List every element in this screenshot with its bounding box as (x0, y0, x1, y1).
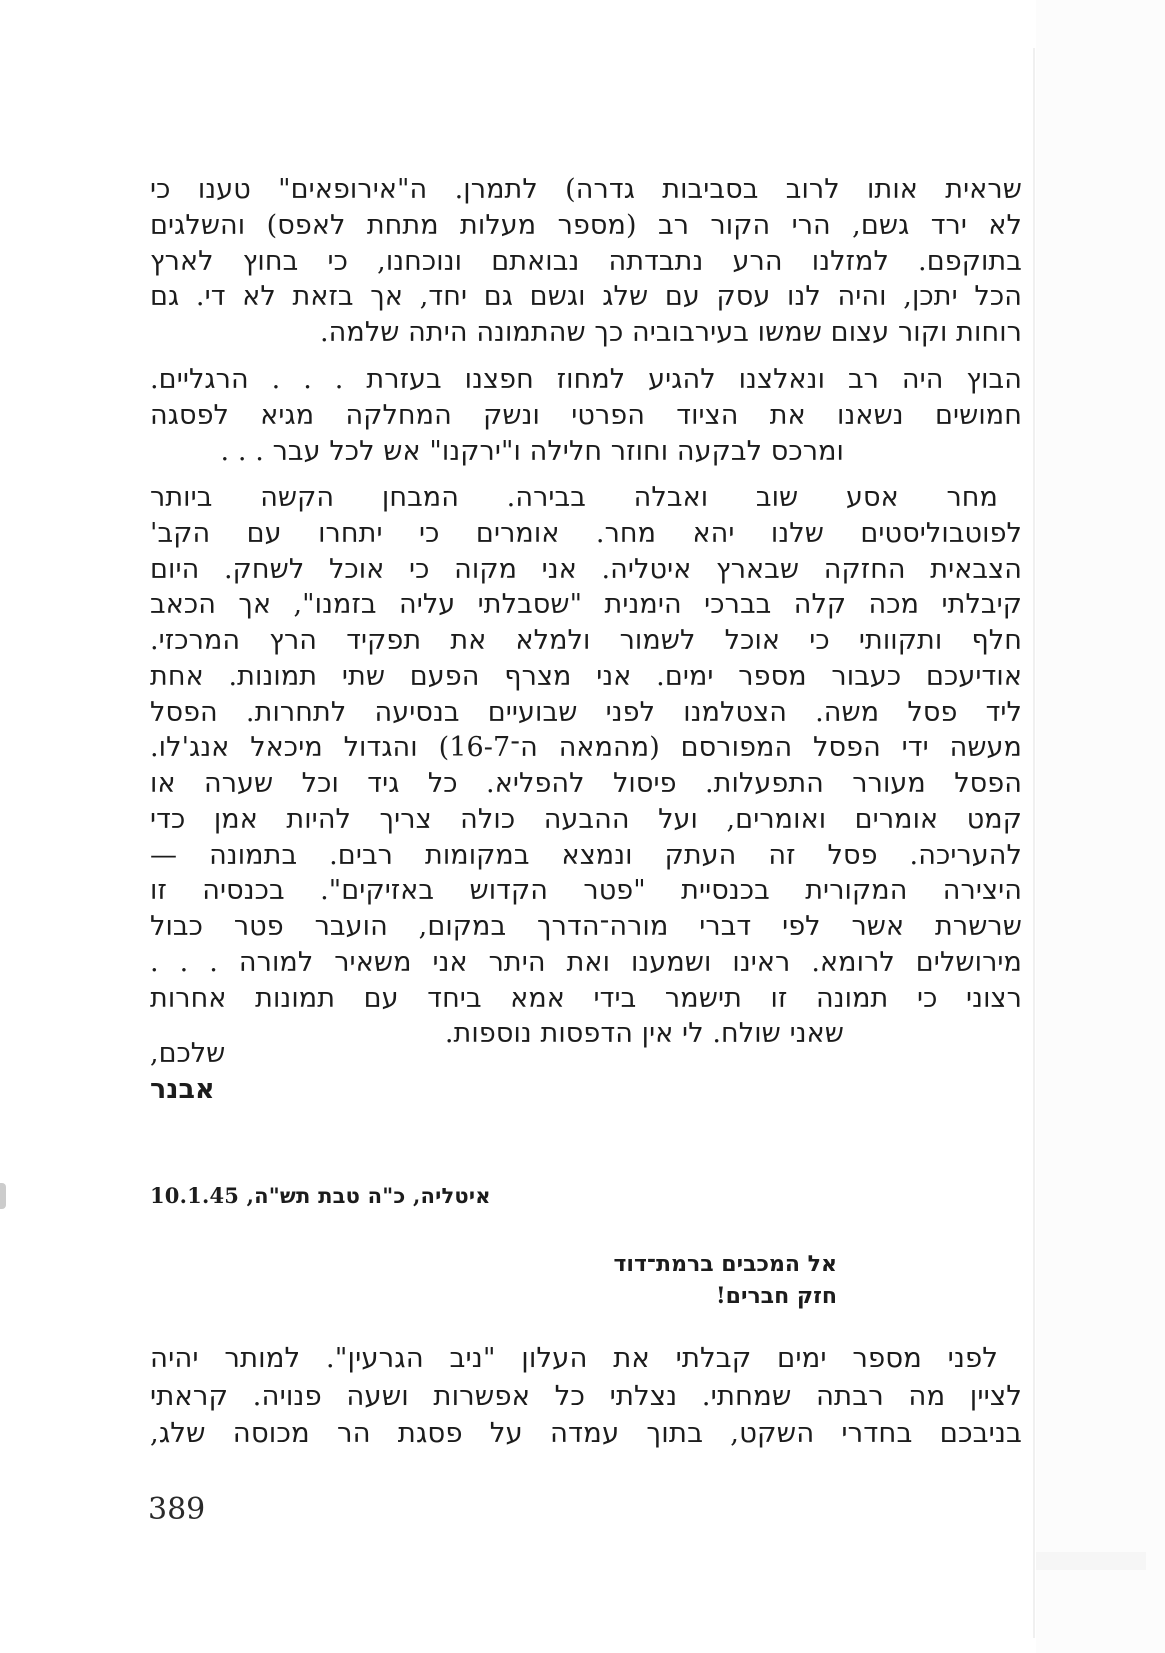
text-line: רצוני כי תמונה זו תישמר בידי אמא ביחד עם תמונות אחרות (150, 982, 1022, 1014)
text-line: שאני שולח. לי אין הדפסות נוספות. (444, 1018, 844, 1050)
scan-artifact-left-mark (0, 1183, 6, 1209)
text-line: להעריכה. פסל זה העתק ונמצא במקומות רבים. בתמונה — (150, 839, 1022, 871)
text-line: רוחות וקור עצום שמשו בעירבוביה כך שהתמונה היתה שלמה. (319, 317, 1022, 348)
text-line: בניבכם בחדרי השקט, בתוך עמדה על פסגת הר מכוסה שלג, (150, 1417, 1022, 1449)
text-line: חלף ותקוותי כי אוכל לשמור ולמלא את תפקיד הרץ המרכזי. (150, 625, 1022, 656)
text-line: לפני מספר ימים קבלתי את העלון "ניב הגרעין". למותר יהיה (150, 1342, 998, 1374)
signature-name: אבנר (150, 1074, 215, 1105)
greeting-line: חזק חברים! (715, 1283, 837, 1309)
text-line: ומרכס לבקעה וחוזר חלילה ו"ירקנו" אש לכל עבר . . . (220, 435, 844, 467)
scan-artifact-edge-line (1033, 48, 1035, 1638)
text-line: הפסל מעורר התפעלות. פיסול להפליא. כל גיד וכל שערה או (150, 768, 1022, 799)
text-line: היצירה המקורית בכנסיית "פטר הקדוש באזיקים". בכנסיה זו (150, 875, 1022, 907)
text-line: קיבלתי מכה קלה בברכי הימנית "שסבלתי עליה בזמנו", אך הכאב (150, 589, 1022, 621)
signature-closing: שלכם, (150, 1038, 226, 1069)
text-line: חמושים נשאנו את הציוד הפרטי ונשק המחלקה מגיא לפסגה (150, 399, 1022, 431)
scan-artifact-smudge (1036, 1552, 1146, 1570)
text-line: בתוקפם. למזלנו הרע נתבדתה נבואתם ונוכחנו, כי בחוץ לארץ (150, 245, 1022, 277)
text-line: אודיעכם כעבור מספר ימים. אני מצרף הפעם שתי תמונות. אחת (150, 660, 1022, 692)
page-number: 389 (148, 1492, 206, 1527)
addressee-line: אל המכבים ברמת־דוד (613, 1251, 837, 1277)
text-line: קמט אומרים ואומרים, ועל ההבעה כולה צריך להיות אמן כדי (150, 803, 1022, 835)
text-line: ליד פסל משה. הצטלמנו לפני שבועיים בנסיעה לתחרות. הפסל (150, 696, 1022, 728)
text-line: שראית אותו לרוב בסביבות גדרה) לתמרן. ה"אירופאים" טענו כי (150, 174, 1022, 205)
text-line: לציין מה רבתה שמחתי. נצלתי כל אפשרות ושעה פנויה. קראתי (150, 1379, 1022, 1412)
letter-signature (150, 1036, 1022, 1108)
text-line: הצבאית החזקה שבארץ איטליה. אני מקוה כי אוכל לשחק. היום (150, 553, 1022, 585)
text-line: לפוטבוליסטים שלנו יהא מחר. אומרים כי יתחרו עם הקב' (150, 517, 1022, 549)
text-line: הכל יתכן, והיה לנו עסק עם שלג וגשם גם יחד, אך בזאת לא די. גם (150, 281, 1022, 313)
paragraph (150, 480, 1022, 1052)
paragraph (150, 172, 1022, 351)
text-line: מעשה ידי הפסל המפורסם (מהמאה ה־16-7) והגדול מיכאל אנג'לו. (150, 732, 1022, 764)
paragraph (150, 362, 1022, 469)
letter-heading (150, 1248, 1022, 1312)
text-line: מירושלים לרומא. ראינו ושמענו ואת היתר אני משאיר למורה . . . (150, 946, 1022, 978)
text-line: הבוץ היה רב ונאלצנו להגיע למחוז חפצנו בעזרת . . . הרגליים. (150, 364, 1022, 395)
paragraph (150, 1340, 1022, 1453)
scan-artifact-edge-strip (1036, 0, 1165, 1653)
text-line: מחר אסע שוב ואבלה בבירה. המבחן הקשה ביותר (150, 482, 998, 513)
text-line: לא ירד גשם, הרי הקור רב (מספר מעלות מתחת לאפס) והשלגים (150, 209, 1022, 241)
letter-dateline: איטליה, כ"ה טבת תש"ה, 10.1.45 (150, 1183, 491, 1208)
text-line: שרשרת אשר לפי דברי מורה־הדרך במקום, הועבר פטר כבול (150, 911, 1022, 942)
